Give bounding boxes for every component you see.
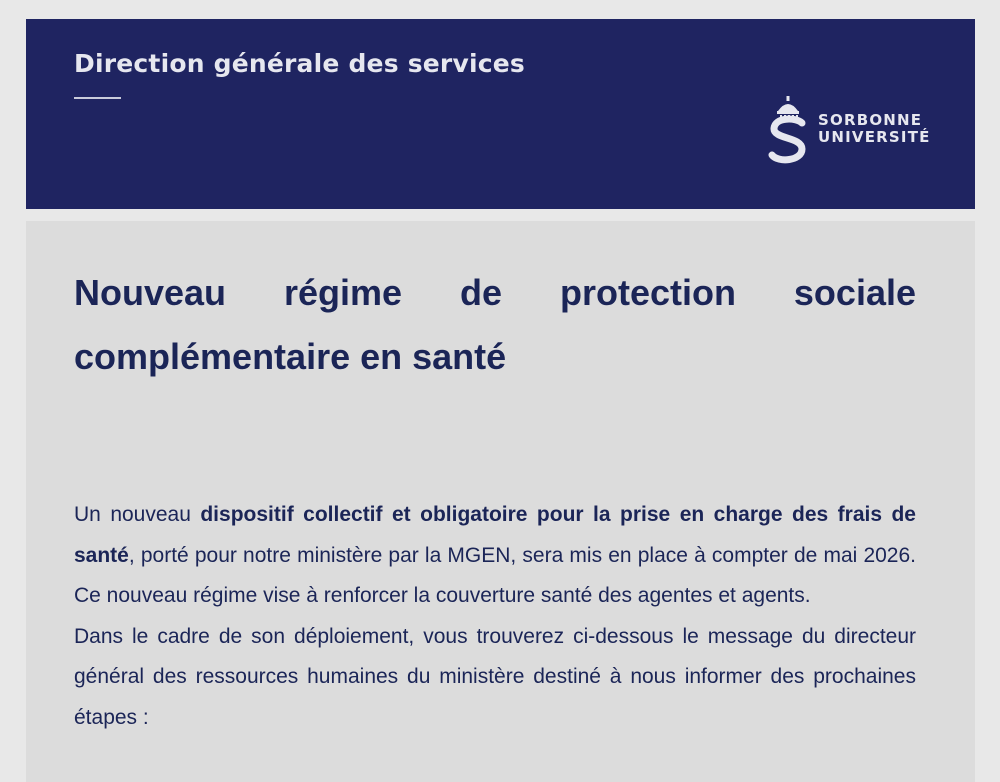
article-body [74, 495, 916, 738]
sorbonne-dome-s-logo-icon [768, 95, 810, 165]
email-header-banner [26, 19, 975, 209]
paragraph-intro [74, 495, 916, 617]
logo-line-2: UNIVERSITÉ [818, 128, 931, 146]
logo-wordmark [818, 112, 931, 146]
sorbonne-logo[interactable] [768, 95, 938, 165]
paragraph-intro-rest: , porté pour notre ministère par la MGEN, sera mis en place à compter de mai 2026. Ce nouveau régime vise à renforcer la couverture santé des agentes et agents. [74, 543, 916, 607]
paragraph-deployment: Dans le cadre de son déploiement, vous trouverez ci-dessous le message du directeur général des ressources humaines du ministère destiné à nous informer des prochaines étapes : [74, 624, 916, 729]
paragraph-intro-emphasis: dispositif collectif et obligatoire pour la prise en charge des frais de santé [74, 503, 916, 567]
logo-line-1: SORBONNE [818, 111, 923, 129]
header-divider [74, 97, 121, 99]
article-title: Nouveau régime de protection sociale complémentaire en santé [74, 272, 916, 377]
email-content [26, 221, 975, 782]
header-title: Direction générale des services [74, 49, 525, 78]
paragraph-intro-lead: Un nouveau [74, 503, 201, 526]
